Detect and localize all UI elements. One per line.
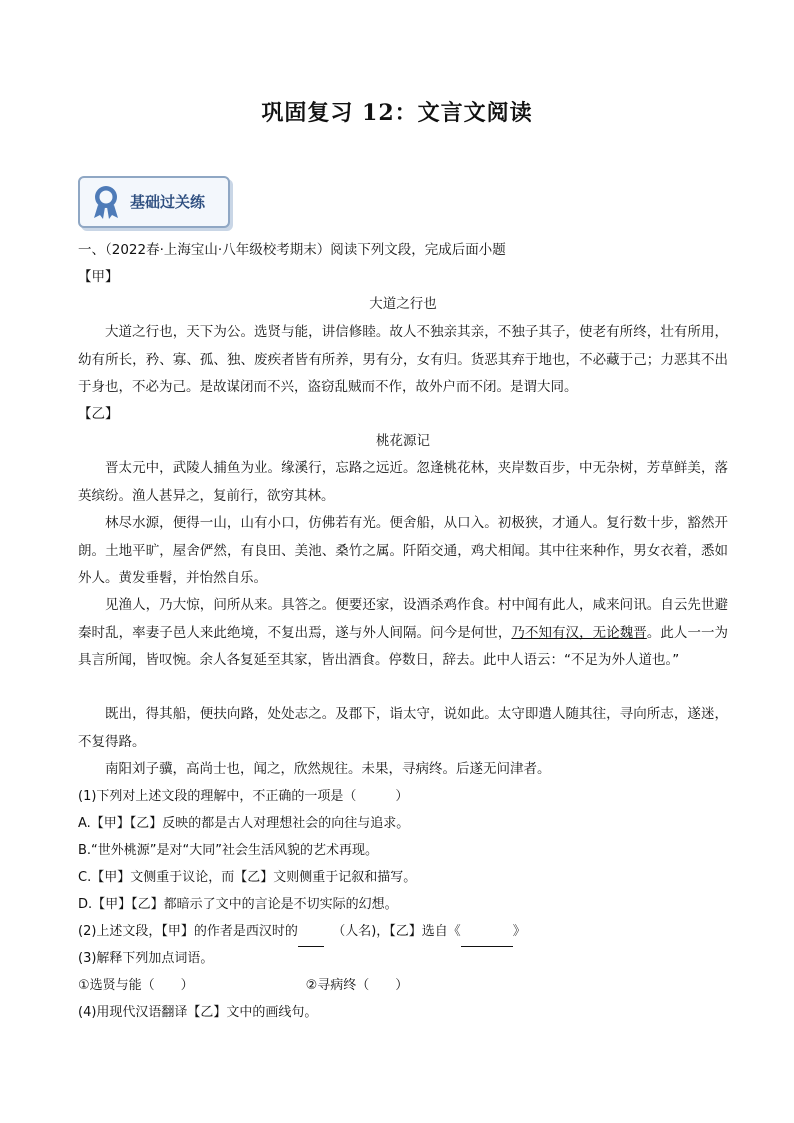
- q1-option-a: A.【甲】【乙】反映的都是古人对理想社会的向往与追求。: [78, 816, 410, 831]
- passage-jia-text: 大道之行也，天下为公。选贤与能，讲信修睦。故人不独亲其亲，不独子其子，使老有所终，壮有所用，幼有所长，矜、寡、孤、独、废疾者皆有所养，男有分，女有归。货恶其弃于地也，不必藏于己；力恶其不出于身也，不必为己。是故谋闭而不兴，盗窃乱贼而不作，故外户而不闭。是谓大同。: [78, 324, 728, 395]
- q3-item-1: ①选贤与能（ ）: [78, 978, 194, 993]
- passage-title-jia: 大道之行也: [369, 296, 437, 312]
- p3-text-before: 见渔人，乃大惊，问所从来。具答之。便要还家，设酒杀鸡作食。村中闻有此人，咸来问讯。自云先世避秦时乱，率妻子邑人来此绝境，不复出焉，遂与外人间隔。问今是何世，: [78, 597, 728, 641]
- marker-jia: 【甲】: [78, 269, 119, 285]
- ribbon-medal-icon: [90, 184, 122, 220]
- q2-part1: (2)上述文段，【甲】的作者是西汉时的: [78, 924, 298, 939]
- q2-part2: （人名)，【乙】选自《: [332, 924, 461, 939]
- passage-yi-p1: 晋太元中，武陵人捕鱼为业。缘溪行，忘路之远近。忽逢桃花林，夹岸数百步，中无杂树，芳草鲜美，落英缤纷。渔人甚异之，复前行，欲穷其林。: [78, 460, 728, 504]
- passage-yi-p2: 林尽水源，便得一山，山有小口，仿佛若有光。便舍船，从口入。初极狭，才通人。复行数十步，豁然开朗。土地平旷，屋舍俨然，有良田、美池、桑竹之属。阡陌交通，鸡犬相闻。其中往来种作，男女衣着，悉如外人。黄发垂髫，并怡然自乐。: [78, 515, 728, 586]
- p3-text-after: 。此人一一为具言所闻，皆叹惋。余人各复延至其家，皆出酒食。停数日，辞去。此中人语云：“不足为外人道也。”: [78, 624, 729, 668]
- underlined-sentence: 乃不知有汉，无论魏晋: [511, 624, 647, 641]
- passage-yi-p5: 南阳刘子骥，高尚士也，闻之，欣然规往。未果，寻病终。后遂无问津者。: [105, 761, 551, 777]
- section-badge: [78, 176, 230, 228]
- passage-title-yi: 桃花源记: [376, 433, 430, 449]
- marker-yi: 【乙】: [78, 406, 119, 422]
- q2-source-blank: [461, 918, 513, 947]
- passage-yi-p3: [78, 592, 728, 675]
- q3-items: [78, 972, 728, 1000]
- q2-line: [78, 918, 728, 947]
- question-heading: 一、（2022春·上海宝山·八年级校考期末）阅读下列文段，完成后面小题: [78, 242, 506, 258]
- q1-option-b: B.“世外桃源”是对“大同”社会生活风貌的艺术再现。: [78, 843, 378, 858]
- q1-option-c: C.【甲】文侧重于议论，而【乙】文则侧重于记叙和描写。: [78, 870, 417, 885]
- q3-stem: (3)解释下列加点词语。: [78, 951, 214, 966]
- q2-part3: 》: [512, 924, 526, 939]
- q4-stem: (4)用现代汉语翻译【乙】文中的画线句。: [78, 1005, 318, 1020]
- badge-label: 基础过关练: [130, 193, 206, 211]
- q1-stem: (1)下列对上述文段的理解中，不正确的一项是（ ）: [78, 789, 409, 804]
- q2-author-blank: [298, 918, 324, 947]
- q3-item-2: ②寻病终（ ）: [305, 978, 409, 993]
- passage-yi-p4: 既出，得其船，便扶向路，处处志之。及郡下，诣太守，说如此。太守即遣人随其往，寻向所志，遂迷，不复得路。: [78, 706, 728, 750]
- page-title: 巩固复习 12：文言文阅读: [261, 100, 533, 126]
- q1-option-d: D.【甲】【乙】都暗示了文中的言论是不切实际的幻想。: [78, 897, 398, 912]
